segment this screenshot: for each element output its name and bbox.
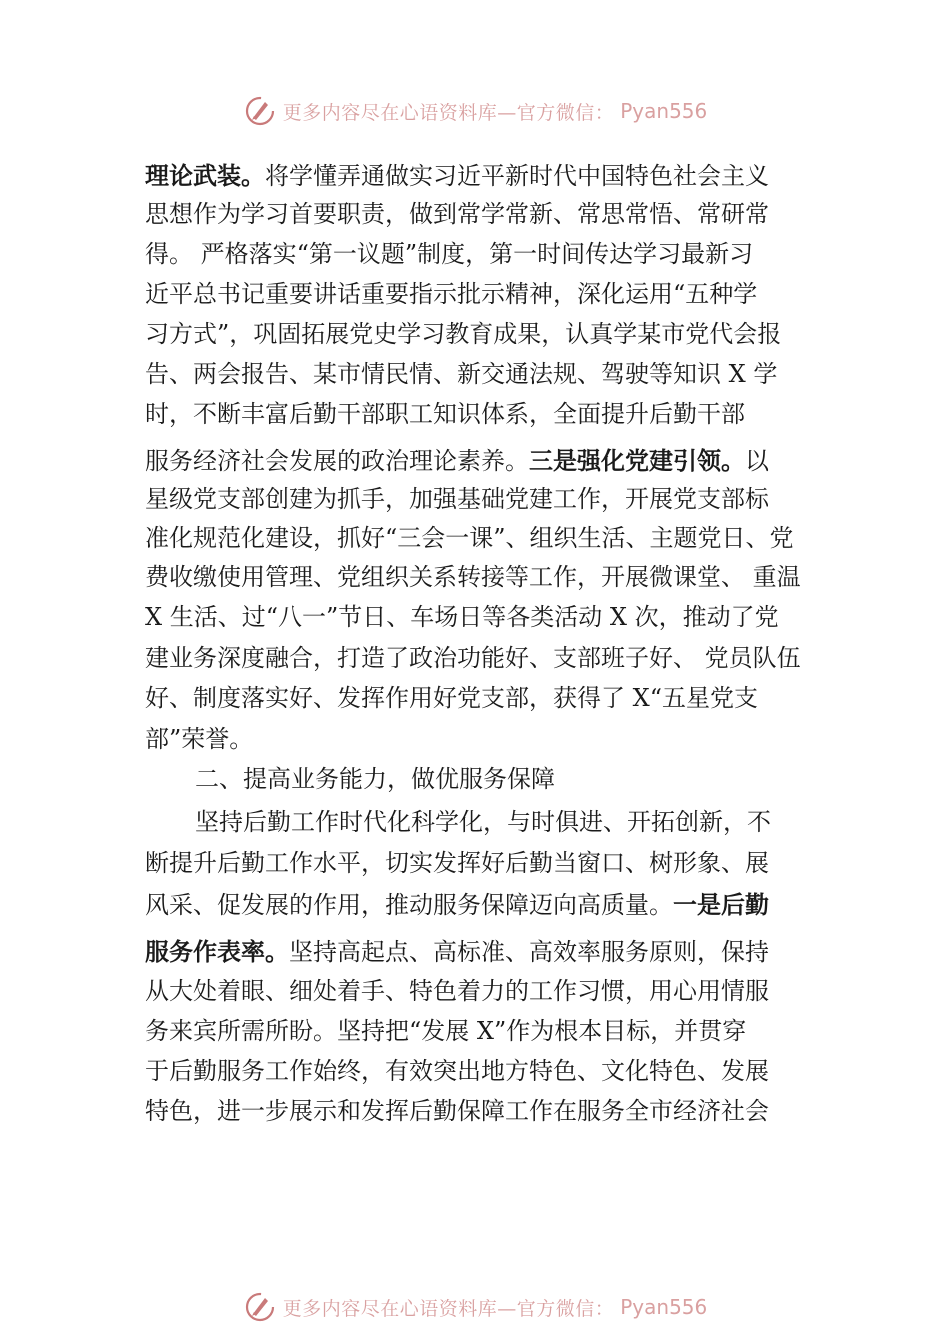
- banner-text: 更多内容尽在心语资料库—官方微信：: [282, 1297, 615, 1320]
- bold-lead: 理论武装。: [145, 162, 265, 190]
- paragraph-line: 于后勤服务工作始终，有效突出地方特色、文化特色、发展: [145, 1057, 769, 1085]
- paragraph-line: 星级党支部创建为抓手，加强基础党建工作，开展党支部标: [145, 485, 769, 513]
- paragraph-line: 思想作为学习首要职责，做到常学常新、常思常悟、常研常: [145, 200, 769, 228]
- paragraph-line: [145, 938, 825, 966]
- paragraph-line: 好、制度落实好、发挥作用好党支部，获得了 X“五星党支: [145, 684, 758, 712]
- header-watermark: [0, 94, 950, 128]
- brand-logo-icon: [243, 1290, 277, 1324]
- paragraph-line: 得。 严格落实“第一议题”制度，第一时间传达学习最新习: [145, 240, 754, 268]
- banner-text: 更多内容尽在心语资料库—官方微信：: [282, 101, 615, 124]
- paragraph-line: [145, 447, 825, 475]
- footer-watermark: [0, 1290, 950, 1324]
- bold-lead: 服务作表率。: [145, 938, 289, 966]
- line-text: 坚持高起点、高标准、高效率服务原则，保持: [289, 938, 769, 966]
- paragraph-line: 从大处着眼、细处着手、特色着力的工作习惯，用心用情服: [145, 977, 769, 1005]
- banner-wechat-id: Pyan556: [620, 99, 708, 123]
- paragraph-line: 准化规范化建设，抓好“三会一课”、组织生活、主题党日、党: [145, 524, 794, 552]
- paragraph-line: 特色，进一步展示和发挥后勤保障工作在服务全市经济社会: [145, 1097, 769, 1125]
- paragraph-line: 部”荣誉。: [145, 725, 254, 753]
- bold-lead: 三是强化党建引领。: [529, 447, 745, 475]
- line-text: 服务经济社会发展的政治理论素养。: [145, 447, 529, 475]
- paragraph-line: 近平总书记重要讲话重要指示批示精神，深化运用“五种学: [145, 280, 758, 308]
- paragraph-line: 习方式”，巩固拓展党史学习教育成果，认真学某市党代会报: [145, 320, 782, 348]
- line-text: 风采、促发展的作用，推动服务保障迈向高质量。: [145, 891, 673, 919]
- paragraph-line: 费收缴使用管理、党组织关系转接等工作，开展微课堂、 重温: [145, 563, 801, 591]
- banner-wechat-id: Pyan556: [620, 1295, 708, 1319]
- paragraph-line: X 生活、过“八一”节日、车场日等各类活动 X 次，推动了党: [145, 603, 779, 631]
- line-text: 将学懂弄通做实习近平新时代中国特色社会主义: [265, 162, 769, 190]
- paragraph-line: 告、两会报告、某市情民情、新交通法规、驾驶等知识 X 学: [145, 360, 778, 388]
- paragraph-line: 坚持后勤工作时代化科学化，与时俱进、开拓创新，不: [195, 808, 771, 836]
- paragraph-line: [145, 162, 825, 190]
- section-heading: 二、提高业务能力，做优服务保障: [195, 765, 555, 793]
- paragraph-line: 务来宾所需所盼。坚持把“发展 X”作为根本目标，并贯穿: [145, 1017, 747, 1045]
- brand-logo-icon: [243, 94, 277, 128]
- paragraph-line: 建业务深度融合，打造了政治功能好、支部班子好、 党员队伍: [145, 644, 801, 672]
- bold-lead: 一是后勤: [673, 891, 769, 919]
- line-text: 以: [745, 447, 769, 475]
- paragraph-line: 断提升后勤工作水平，切实发挥好后勤当窗口、树形象、展: [145, 849, 769, 877]
- paragraph-line: [145, 891, 825, 919]
- paragraph-line: 时，不断丰富后勤干部职工知识体系，全面提升后勤干部: [145, 400, 745, 428]
